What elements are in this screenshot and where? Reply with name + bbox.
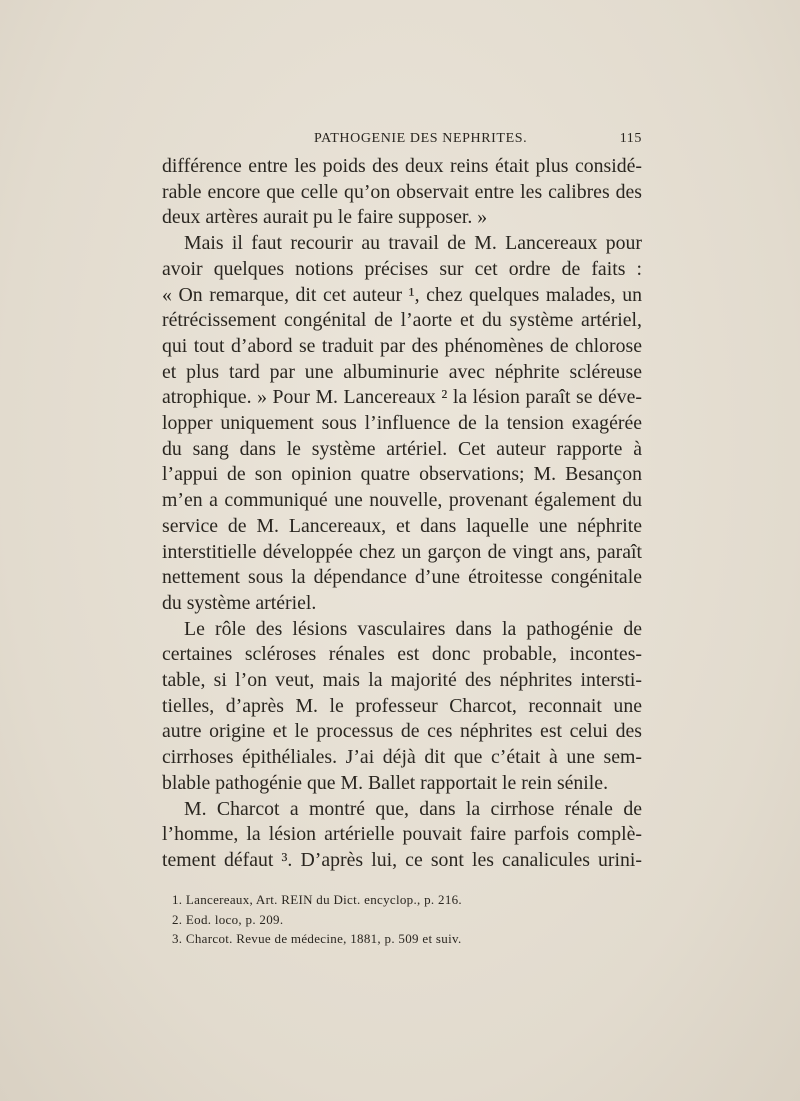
text-line: lopper uniquement sous l’influence de la tension exagérée xyxy=(162,412,642,435)
text-line: tement défaut ³. D’après lui, ce sont les canalicules urini- xyxy=(162,848,642,871)
text-line: rable encore que celle qu’on observait entre les calibres des xyxy=(162,180,642,203)
text-line: autre origine et le processus de ces néphrites est celui des xyxy=(162,720,642,743)
text-line: interstitielle développée chez un garçon de vingt ans, paraît xyxy=(162,540,642,563)
text-line: deux artères aurait pu le faire supposer. » xyxy=(162,206,488,229)
text-line: « On remarque, dit cet auteur ¹, chez quelques malades, un xyxy=(162,283,642,306)
body-text xyxy=(162,154,642,874)
text-line: M. Charcot a montré que, dans la cirrhose rénale de xyxy=(184,797,642,820)
text-line: qui tout d’abord se traduit par des phénomènes de chlorose xyxy=(162,334,642,357)
text-line: avoir quelques notions précises sur cet ordre de faits : xyxy=(162,257,642,280)
text-line: certaines scléroses rénales est donc probable, incontes- xyxy=(162,643,642,666)
text-line: différence entre les poids des deux reins était plus considé- xyxy=(162,155,642,177)
text-line: blable pathogénie que M. Ballet rapportait le rein sénile. xyxy=(162,771,609,794)
text-line: du système artériel. xyxy=(162,591,317,614)
text-line: l’appui de son opinion quatre observations; M. Besançon xyxy=(162,463,642,486)
text-line: table, si l’on veut, mais la majorité des néphrites intersti- xyxy=(162,669,642,692)
text-line: Le rôle des lésions vasculaires dans la pathogénie de xyxy=(184,617,642,640)
page-number: 115 xyxy=(619,131,642,146)
text-line: Mais il faut recourir au travail de M. Lancereaux pour xyxy=(184,232,642,255)
text-line: atrophique. » Pour M. Lancereaux ² la lésion paraît se déve- xyxy=(162,386,642,409)
footnotes xyxy=(172,890,642,949)
text-line: rétrécissement congénital de l’aorte et du système artériel, xyxy=(162,309,642,332)
text-line: l’homme, la lésion artérielle pouvait faire parfois complè- xyxy=(162,823,642,846)
text-line: du sang dans le système artériel. Cet auteur rapporte à xyxy=(162,437,642,460)
text-line: nettement sous la dépendance d’une étroitesse congénitale xyxy=(162,566,642,589)
running-title: PATHOGENIE DES NEPHRITES. xyxy=(314,131,528,146)
text-line: tielles, d’après M. le professeur Charcot, reconnait une xyxy=(162,694,642,717)
footnote: 3. Charcot. Revue de médecine, 1881, p. 509 et suiv. xyxy=(172,931,462,946)
footnote: 1. Lancereaux, Art. REIN du Dict. encyclop., p. 216. xyxy=(172,892,462,907)
text-line: m’en a communiqué une nouvelle, provenant également du xyxy=(162,489,642,512)
footnote: 2. Eod. loco, p. 209. xyxy=(172,911,284,927)
running-head xyxy=(162,131,642,151)
text-line: cirrhoses épithéliales. J’ai déjà dit que c’était à une sem- xyxy=(162,746,642,769)
text-line: service de M. Lancereaux, et dans laquelle une néphrite xyxy=(162,514,642,537)
text-line: et plus tard par une albuminurie avec néphrite scléreuse xyxy=(162,360,642,383)
